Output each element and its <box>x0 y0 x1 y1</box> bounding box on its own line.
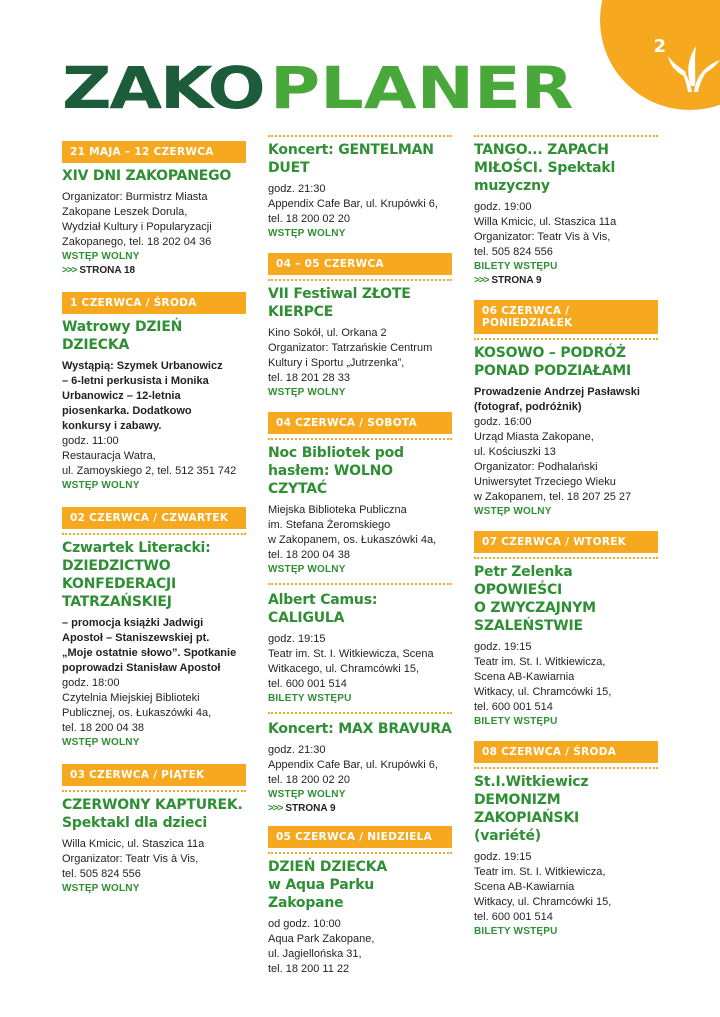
dotted-rule <box>474 557 658 559</box>
detail-line: Scena AB-Kawiarnia <box>474 671 575 683</box>
page-reference[interactable] <box>268 802 452 816</box>
date-tab: 08 CZERWCA / ŚRODA <box>474 741 658 763</box>
event-description <box>474 385 658 415</box>
date-tab: 07 CZERWCA / WTOREK <box>474 531 658 553</box>
detail-line: godz. 19:15 <box>268 633 326 645</box>
admission-tag: BILETY WSTĘPU <box>474 716 558 727</box>
description-line: Wystąpią: Szymek Urbanowicz <box>62 360 223 372</box>
event-details <box>268 326 452 386</box>
detail-line: Publicznej, os. Łukaszówki 4a, <box>62 707 212 719</box>
admission-tag: BILETY WSTĘPU <box>268 693 352 704</box>
event-title <box>62 796 246 832</box>
detail-line: Wydział Kultury i Popularyzacji <box>62 221 212 233</box>
detail-line: w Zakopanem, tel. 18 207 25 27 <box>474 491 632 503</box>
admission-tag: WSTĘP WOLNY <box>268 387 346 398</box>
event-title <box>268 444 452 498</box>
title-line: St.I.Witkiewicz <box>474 774 589 790</box>
event-title <box>474 563 658 635</box>
description-line: Urbanowicz – 12-letnia <box>62 390 181 402</box>
detail-line: godz. 21:30 <box>268 183 326 195</box>
detail-line: Czytelnia Miejskiej Biblioteki <box>62 692 200 704</box>
event-title <box>474 344 658 380</box>
admission-tag: WSTĘP WOLNY <box>62 480 140 491</box>
detail-line: godz. 19:15 <box>474 641 532 653</box>
event-title: XIV DNI ZAKOPANEGO <box>62 168 232 184</box>
detail-line: Aqua Park Zakopane, <box>268 933 375 945</box>
detail-line: Appendix Cafe Bar, ul. Krupówki 6, <box>268 759 438 771</box>
detail-line: godz. 18:00 <box>62 677 120 689</box>
admission-tag: WSTĘP WOLNY <box>62 883 140 894</box>
date-tab: 04 – 05 CZERWCA <box>268 253 452 275</box>
detail-line: Teatr im. St. I. Witkiewicza, <box>474 866 606 878</box>
detail-line: tel. 18 200 04 38 <box>62 722 144 734</box>
event-title: Albert Camus: CALIGULA <box>268 592 378 626</box>
title-line: DEMONIZM ZAKOPIAŃSKI <box>474 792 580 826</box>
detail-line: Restauracja Watra, <box>62 450 156 462</box>
event-details <box>62 837 246 882</box>
event-description <box>62 359 246 434</box>
detail-line: tel. 505 824 556 <box>474 246 553 258</box>
detail-line: Organizator: Teatr Vis à Vis, <box>62 853 199 865</box>
event-details <box>62 190 246 250</box>
event-title <box>62 539 246 611</box>
detail-line: tel. 18 200 11 22 <box>268 963 350 975</box>
event-title: Koncert: MAX BRAVURA <box>268 721 452 737</box>
title-line: KOSOWO – PODRÓŻ <box>474 345 626 361</box>
dotted-separator <box>268 712 452 714</box>
title-line: OPOWIEŚCI <box>474 582 563 598</box>
dotted-rule <box>62 790 246 792</box>
detail-line: godz. 11:00 <box>62 435 119 447</box>
event-details <box>268 743 452 788</box>
column-3 <box>474 135 658 939</box>
detail-line: ul. Zamoyskiego 2, tel. 512 351 742 <box>62 465 237 477</box>
admission-tag: BILETY WSTĘPU <box>474 926 558 937</box>
admission-tag: WSTĘP WOLNY <box>62 737 140 748</box>
detail-line: Kino Sokół, ul. Orkana 2 <box>268 327 387 339</box>
event-title: VII Festiwal ZŁOTE KIERPCE <box>268 286 411 320</box>
description-line: Prowadzenie Andrzej Pasławski <box>474 386 640 398</box>
admission-tag: BILETY WSTĘPU <box>474 261 558 272</box>
description-line: Apostoł – Staniszewskiej pt. <box>62 632 210 644</box>
title-line: Spektakl dla dzieci <box>62 815 207 831</box>
title-line: MIŁOŚCI. Spektakl <box>474 160 616 176</box>
detail-line: ul. Jagiellońska 31, <box>268 948 362 960</box>
event-details <box>268 503 452 563</box>
dotted-rule <box>268 135 452 137</box>
event-title: Koncert: GENTELMAN DUET <box>268 142 434 176</box>
title-line: TANGO... ZAPACH <box>474 142 609 158</box>
detail-line: Kultury i Sportu „Jutrzenka”, <box>268 357 405 369</box>
description-line: piosenkarka. Dodatkowo <box>62 405 192 417</box>
dotted-rule <box>62 533 246 535</box>
event-description <box>62 616 246 676</box>
page-reference-label: STRONA 9 <box>285 803 336 814</box>
detail-line: Willa Kmicic, ul. Staszica 11a <box>474 216 617 228</box>
page-reference-label: STRONA 18 <box>79 265 136 276</box>
description-line: – 6-letni perkusista i Monika <box>62 375 209 387</box>
date-tab: 03 CZERWCA / PIĄTEK <box>62 764 246 786</box>
date-tab: 04 CZERWCA / SOBOTA <box>268 412 452 434</box>
page-number: 2 <box>653 36 666 57</box>
event-details <box>62 676 246 736</box>
dotted-rule <box>474 338 658 340</box>
event-title <box>474 773 658 845</box>
event-details <box>268 917 452 977</box>
title-line: TATRZAŃSKIEJ <box>62 594 172 610</box>
date-tab: 21 MAJA – 12 CZERWCA <box>62 141 246 163</box>
title-line: hasłem: WOLNO CZYTAĆ <box>268 463 393 497</box>
page-reference[interactable] <box>62 264 246 278</box>
detail-line: godz. 19:15 <box>474 851 532 863</box>
column-2 <box>268 135 452 977</box>
event-title: Watrowy DZIEŃ DZIECKA <box>62 319 183 353</box>
detail-line: Organizator: Tatrzańskie Centrum <box>268 342 433 354</box>
detail-line: Scena AB-Kawiarnia <box>474 881 575 893</box>
detail-line: Organizator: Burmistrz Miasta <box>62 191 208 203</box>
admission-tag: WSTĘP WOLNY <box>268 564 346 575</box>
detail-line: Uniwersytet Trzeciego Wieku <box>474 476 616 488</box>
description-line: „Moje ostatnie słowo”. Spotkanie <box>62 647 237 659</box>
logo-zako: ZAKO <box>62 54 264 122</box>
detail-line: godz. 19:00 <box>474 201 532 213</box>
date-tab: 05 CZERWCA / NIEDZIELA <box>268 826 452 848</box>
zakoplaner-logo <box>62 54 574 122</box>
event-details <box>474 850 658 925</box>
arrow-icon: >>> <box>62 265 77 276</box>
title-line: PONAD PODZIAŁAMI <box>474 363 631 379</box>
event-details <box>474 200 658 260</box>
title-line: Petr Zelenka <box>474 564 573 580</box>
detail-line: Teatr im. St. I. Witkiewicza, <box>474 656 606 668</box>
detail-line: Appendix Cafe Bar, ul. Krupówki 6, <box>268 198 438 210</box>
title-line: KONFEDERACJI <box>62 576 177 592</box>
column-1 <box>62 135 246 896</box>
detail-line: Willa Kmicic, ul. Staszica 11a <box>62 838 205 850</box>
detail-line: w Zakopanem, os. Łukaszówki 4a, <box>268 534 437 546</box>
dotted-rule <box>268 438 452 440</box>
detail-line: Witkacego, ul. Chramcówki 15, <box>268 663 419 675</box>
admission-tag: WSTĘP WOLNY <box>62 251 140 262</box>
logo-planer: PLANER <box>270 54 574 122</box>
detail-line: tel. 18 200 02 20 <box>268 774 350 786</box>
event-details <box>474 640 658 715</box>
detail-line: Organizator: Podhalański <box>474 461 598 473</box>
admission-tag: WSTĘP WOLNY <box>268 228 346 239</box>
description-line: – promocja książki Jadwigi <box>62 617 204 629</box>
detail-line: Urząd Miasta Zakopane, <box>474 431 594 443</box>
page-reference-label: STRONA 9 <box>491 275 542 286</box>
description-line: (fotograf, podróżnik) <box>474 401 582 413</box>
detail-line: Witkacy, ul. Chramcówki 15, <box>474 896 612 908</box>
page-reference[interactable] <box>474 274 658 288</box>
event-title <box>268 858 452 912</box>
detail-line: godz. 16:00 <box>474 416 532 428</box>
detail-line: im. Stefana Żeromskiego <box>268 519 391 531</box>
admission-tag: WSTĘP WOLNY <box>474 506 552 517</box>
dotted-separator <box>268 583 452 585</box>
detail-line: tel. 505 824 556 <box>62 868 141 880</box>
event-details <box>474 415 658 505</box>
event-details <box>268 182 452 227</box>
detail-line: Witkacy, ul. Chramcówki 15, <box>474 686 612 698</box>
description-line: poprowadzi Stanisław Apostoł <box>62 662 221 674</box>
wheat-leaf-icon <box>664 42 720 94</box>
arrow-icon: >>> <box>268 803 283 814</box>
detail-line: ul. Kościuszki 13 <box>474 446 556 458</box>
detail-line: tel. 18 200 02 20 <box>268 213 350 225</box>
detail-line: Zakopanego, tel. 18 202 04 36 <box>62 236 212 248</box>
title-line: SZALEŃSTWIE <box>474 618 583 634</box>
dotted-rule <box>268 852 452 854</box>
detail-line: Organizator: Teatr Vis à Vis, <box>474 231 611 243</box>
detail-line: Teatr im. St. I. Witkiewicza, Scena <box>268 648 434 660</box>
description-line: konkursy i zabawy. <box>62 420 162 432</box>
event-details <box>268 632 452 692</box>
title-line: (variété) <box>474 828 541 844</box>
arrow-icon: >>> <box>474 275 489 286</box>
title-line: CZERWONY KAPTUREK. <box>62 797 243 813</box>
title-line: w Aqua Parku Zakopane <box>268 877 375 911</box>
detail-line: Zakopane Leszek Dorula, <box>62 206 188 218</box>
admission-tag: WSTĘP WOLNY <box>268 789 346 800</box>
dotted-rule <box>474 767 658 769</box>
detail-line: Miejska Biblioteka Publiczna <box>268 504 407 516</box>
title-line: Czwartek Literacki: <box>62 540 211 556</box>
dotted-rule <box>474 135 658 137</box>
title-line: DZIEDZICTWO <box>62 558 171 574</box>
date-tab: 1 CZERWCA / ŚRODA <box>62 292 246 314</box>
title-line: DZIEŃ DZIECKA <box>268 859 388 875</box>
detail-line: tel. 18 201 28 33 <box>268 372 350 384</box>
event-details <box>62 434 246 479</box>
detail-line: tel. 600 001 514 <box>474 701 553 713</box>
event-title <box>474 141 658 195</box>
detail-line: tel. 600 001 514 <box>268 678 347 690</box>
detail-line: od godz. 10:00 <box>268 918 341 930</box>
date-tab: 06 CZERWCA / PONIEDZIAŁEK <box>474 300 658 334</box>
title-line: Noc Bibliotek pod <box>268 445 404 461</box>
date-tab: 02 CZERWCA / CZWARTEK <box>62 507 246 529</box>
detail-line: tel. 18 200 04 38 <box>268 549 350 561</box>
title-line: O ZWYCZAJNYM <box>474 600 596 616</box>
title-line: muzyczny <box>474 178 550 194</box>
detail-line: tel. 600 001 514 <box>474 911 553 923</box>
detail-line: godz. 21:30 <box>268 744 326 756</box>
dotted-rule <box>268 279 452 281</box>
